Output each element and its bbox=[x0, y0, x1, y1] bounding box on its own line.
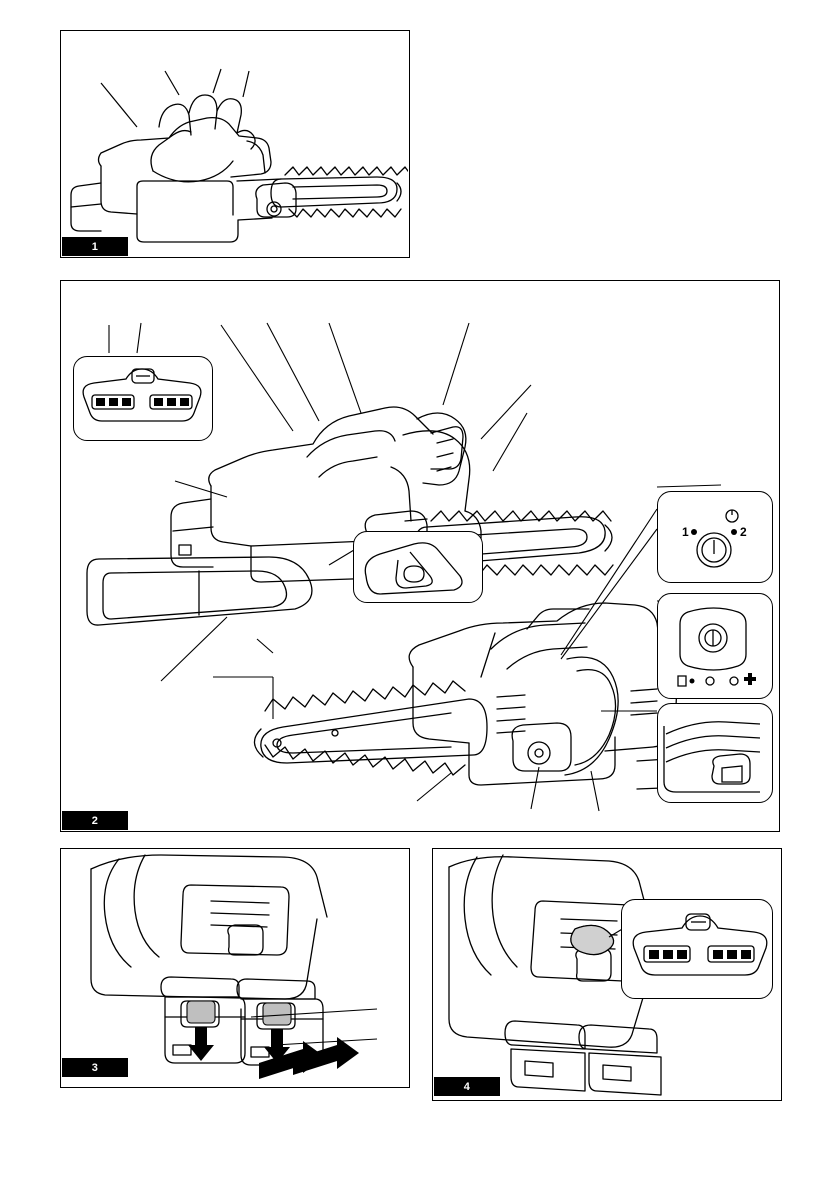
figure-2-number: 2 bbox=[62, 811, 128, 830]
sprocket-cover-callout bbox=[657, 703, 773, 803]
battery-indicator-callout bbox=[73, 356, 213, 441]
oil-adjust-callout[interactable] bbox=[657, 593, 773, 699]
figure-3-panel bbox=[60, 848, 410, 1088]
figure-1-panel bbox=[60, 30, 410, 258]
figure-1-number: 1 bbox=[62, 237, 128, 256]
figure-3-number: 3 bbox=[62, 1058, 128, 1077]
battery-indicator-callout bbox=[621, 899, 773, 999]
svg-text:1: 1 bbox=[682, 525, 689, 539]
svg-text:2: 2 bbox=[740, 525, 747, 539]
figure-4-number: 4 bbox=[434, 1077, 500, 1096]
chain-tension-adjuster-callout bbox=[353, 531, 483, 603]
mode-dial-callout[interactable] bbox=[657, 491, 773, 583]
figure-2-panel bbox=[60, 280, 780, 832]
figure-4-panel bbox=[432, 848, 782, 1101]
